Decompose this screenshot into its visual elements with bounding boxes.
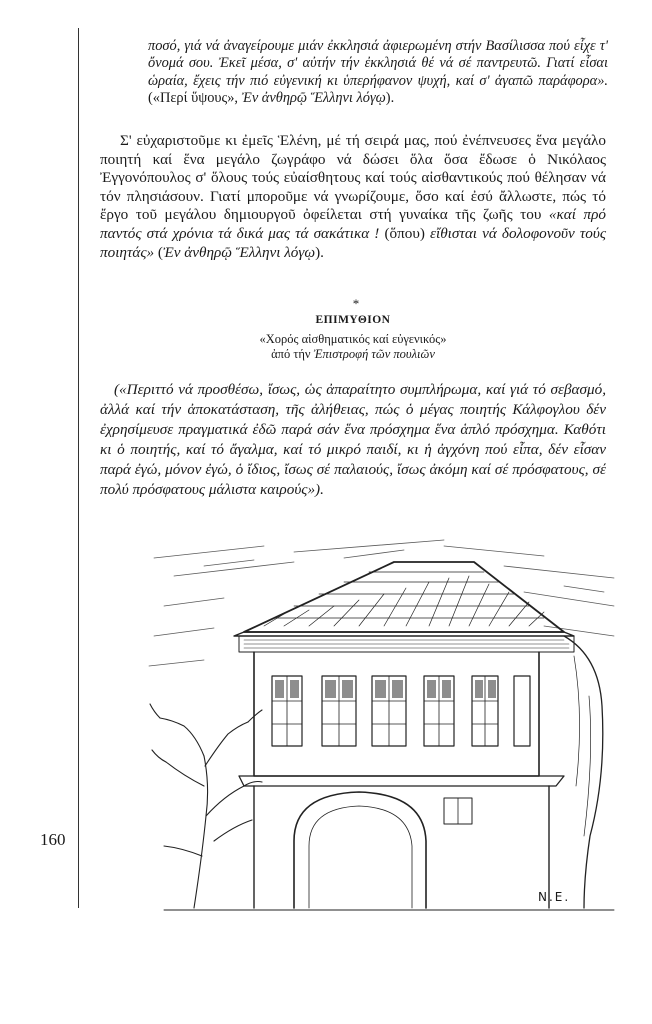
paragraph-middle: (ὅπου) — [379, 224, 431, 242]
roof — [234, 562, 574, 636]
top-quote — [148, 38, 608, 108]
epimythion-subtitle — [100, 332, 606, 362]
epimythion-title: ΕΠΙΜΥΘΙΟΝ — [315, 314, 391, 326]
epimythion-line-2 — [100, 347, 606, 362]
side-wall — [564, 636, 603, 908]
artist-signature: N.E. — [538, 890, 571, 904]
eaves-hatching — [244, 640, 569, 648]
paragraph-source-open: ( — [154, 243, 163, 261]
bottom-quote: («Περιττό νά προσθέσω, ἴσως, ὡς ἀπαραίτητο συμπλήρωμα, καί γιά τό σεβασμό, ἀλλά καί τήν ἀποκατάσταση, τῆς ἀλήθειας, πώς ὁ μέγας ποιητής Κάλφογλου δέν ἐχρησίμευσε πραγματικά ἐδῶ παρά σάν ἕνα πρόσχημα ἕνα ἁπλό πρόσχημα. Καθότι κι ὁ ποιητής, καί τό ἄγαλμα, καί τό μικρό παιδί, κι ἡ ἀγχόνη πού εἶπα, δέν εἶσαν παρά ἐγώ, μόνον ἐγώ, ὁ ἴδιος, ἴσως σέ παλαιούς, ἴσως ἀκόμη καί σέ πρόσφατους, σέ πολύ πρόσφατους μάλιστα καιρούς»). — [100, 381, 606, 498]
paragraph-quote-2: εἴθισται νά δολοφονοῦν τούς ποιητάς» — [100, 224, 606, 261]
top-quote-close: ). — [385, 90, 395, 107]
paragraph-text: Σ' εὐχαριστοῦμε κι ἐμεῖς Ἑλένη, μέ τή σειρά μας, πού ἐνέπνευσες ἕνα μεγάλο ποιητή καί ἕνα μεγάλο ζωγράφο νά δώσει ὅλα ὅσα ἔδωσε ὁ Νικόλαος Ἐγγονόπουλος σ' ὅλους τούς εὐαίσθητους καί τούς αἰσθαντικούς πού θέλησαν νά τόν πλησιάσουν. Γιατί μποροῦμε νά γνωρίζουμε, ὅσο καί ἐσύ ἄλλωστε, πώς τό ἔργο τοῦ μεγάλου δημιουργοῦ ὀφείλεται στή γυναίκα τῆς ζωῆς του — [100, 132, 606, 224]
paragraph-source-close: ). — [315, 243, 324, 261]
margin-rule — [78, 28, 79, 908]
bare-tree — [150, 704, 262, 908]
arch — [294, 792, 426, 908]
paragraph-source: Ἐν ἀνθηρῷ Ἕλληνι λόγῳ — [162, 243, 316, 261]
top-quote-source-open: («Περί ὕψους», — [148, 90, 242, 107]
section-separator: * — [352, 296, 360, 311]
paragraph-quote: «καί πρό παντός στά χρόνια τά δικά μας τά σακάτικα ! — [100, 206, 606, 242]
top-quote-source: Ἐν ἀνθηρῷ Ἕλληνι λόγῳ — [241, 90, 386, 107]
epimythion-line-1: «Χορός αἰσθηματικός καί εὐγενικός» — [259, 332, 447, 346]
sky-hatching — [149, 540, 614, 666]
upper-floor — [239, 652, 564, 786]
window-shadows — [275, 680, 496, 698]
main-paragraph — [100, 132, 606, 262]
house-sketch-drawing — [144, 536, 620, 916]
page-number: 160 — [40, 830, 66, 849]
epimythion-line-2-title: Ἐπιστροφή τῶν πουλιῶν — [313, 347, 435, 361]
top-quote-text: ποσό, γιά νά ἀναγείρουμε μιάν ἐκκλησιά ἀφιερωμένη στήν Βασίλισσα πού εἶχε τ' ὄνομά σου. Ἐκεῖ μέσα, σ' αὐτήν τήν ἐκκλησιά θέ νά σέ παντρευτῶ. Γιατί εἶσαι ὡραία, ἔχεις τήν πιό εὐγενική κι ὑπερήφανον ψυχή, καί σ' ἀγαπῶ παράφορα». — [148, 38, 608, 89]
epimythion-line-2-prefix: ἀπό τήν — [271, 347, 314, 361]
lower-wall — [254, 786, 549, 908]
